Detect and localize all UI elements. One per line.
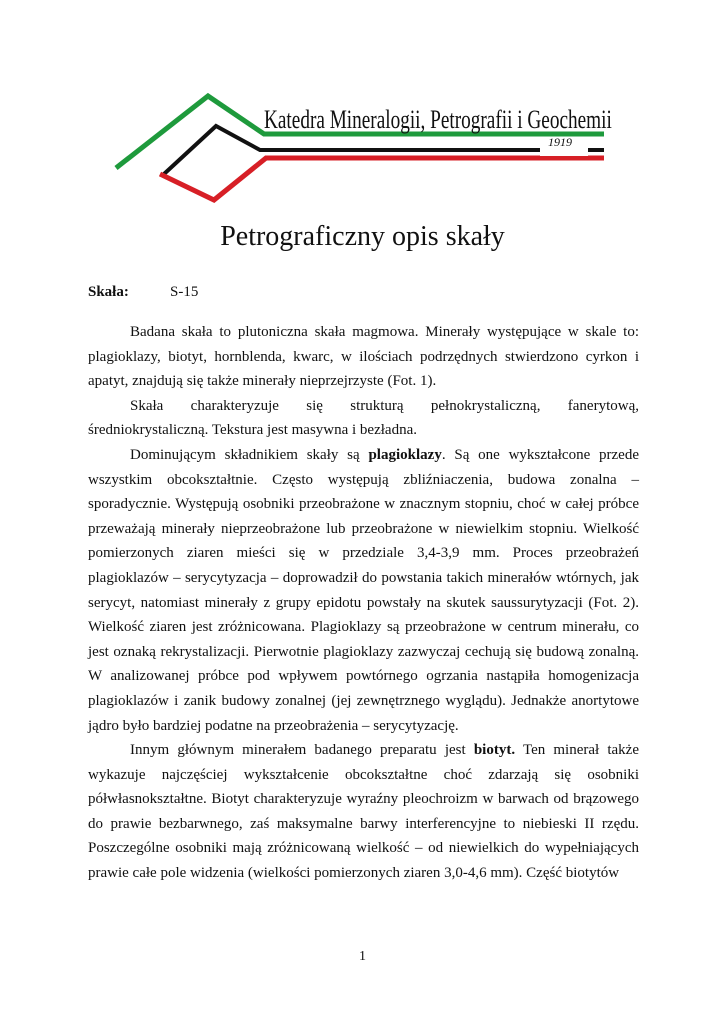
institution-name: Katedra Mineralogii, Petrografii i Geochemii	[264, 105, 612, 134]
paragraph-biotite	[88, 738, 639, 886]
paragraph-composition: Badana skała to plutoniczna skała magmowa. Minerały występujące w skale to: plagioklazy, biotyt, hornblenda, kwarc, w ilościach podrzędnych stwierdzono cyrkon i apatyt, znajdują się także minerały nieprzejrzyste (Fot. 1).	[88, 324, 639, 390]
page-number: 1	[359, 949, 366, 964]
department-logo	[108, 88, 612, 208]
paragraph-text: Dominującym składnikiem skały są	[130, 446, 369, 463]
paragraph-plagioclase	[88, 443, 639, 738]
document-body	[88, 320, 639, 886]
paragraph-text: Ten minerał także wykazuje najczęściej wykształcenie obcokształtne choć zdarzają się osobniki półwłasnokształtne. Biotyt charakteryzuje wyraźny pleochroizm w barwach od brązowego do prawie bezbarwnego, zaś maksymalne barwy interferencyjne to niebieski II rzędu. Poszczególne osobniki mają zróżnicowaną wielkość – od niewielkich do wypełniających prawie całe pole widzenia (wielkości pomierzonych ziaren 3,0-4,6 mm). Część biotytów	[88, 742, 639, 882]
mineral-name-biotite: biotyt.	[473, 742, 516, 759]
founding-year: 1919	[548, 135, 572, 149]
rock-id-row	[88, 284, 198, 301]
rock-label: Skała:	[88, 284, 129, 300]
document-title: Petrograficzny opis skały	[220, 221, 505, 252]
paragraph-text: . Są one wykształcone przede wszystkim obcokształtnie. Często występują zbliźniaczenia, budowa zonalna – sporadycznie. Występują osobniki przeobrażone w znacznym stopniu, choć w całej próbce przeważają minerały nieprzeobrażone lub przeobrażone w niewielkim stopniu. Wielkość pomierzonych ziaren mieści się w przedziale 3,4-3,9 mm. Proces przeobrażeń plagioklazów – serycytyzacja – doprowadził do powstania takich minerałów wtórnych, jak serycyt, natomiast minerały z grupy epidotu powstały na skutek saussurytyzacji (Fot. 2). Wielkość ziaren jest zróżnicowana. Plagioklazy są przeobrażone w centrum minerału, co jest oznaką rekrystalizacji. Pierwotnie plagioklazy zazwyczaj cechują się budową zonalną. W analizowanej próbce pod wpływem powtórnego ogrzania nastąpiła homogenizacja plagioklazów i zanik budowy zonalnej (jej zewnętrznego wyglądu). Jednakże anortytowe jądro było bardziej podatne na przeobrażenia – serycytyzację.	[88, 446, 639, 734]
rock-value: S-15	[170, 284, 199, 300]
paragraph-text: Innym głównym minerałem badanego preparatu jest	[130, 742, 474, 759]
paragraph-structure: Skała charakteryzuje się strukturą pełnokrystaliczną, fanerytową, średniokrystaliczną. Tekstura jest masywna i bezładna.	[88, 397, 639, 439]
mineral-name-plagioclase: plagioklazy	[368, 446, 442, 463]
